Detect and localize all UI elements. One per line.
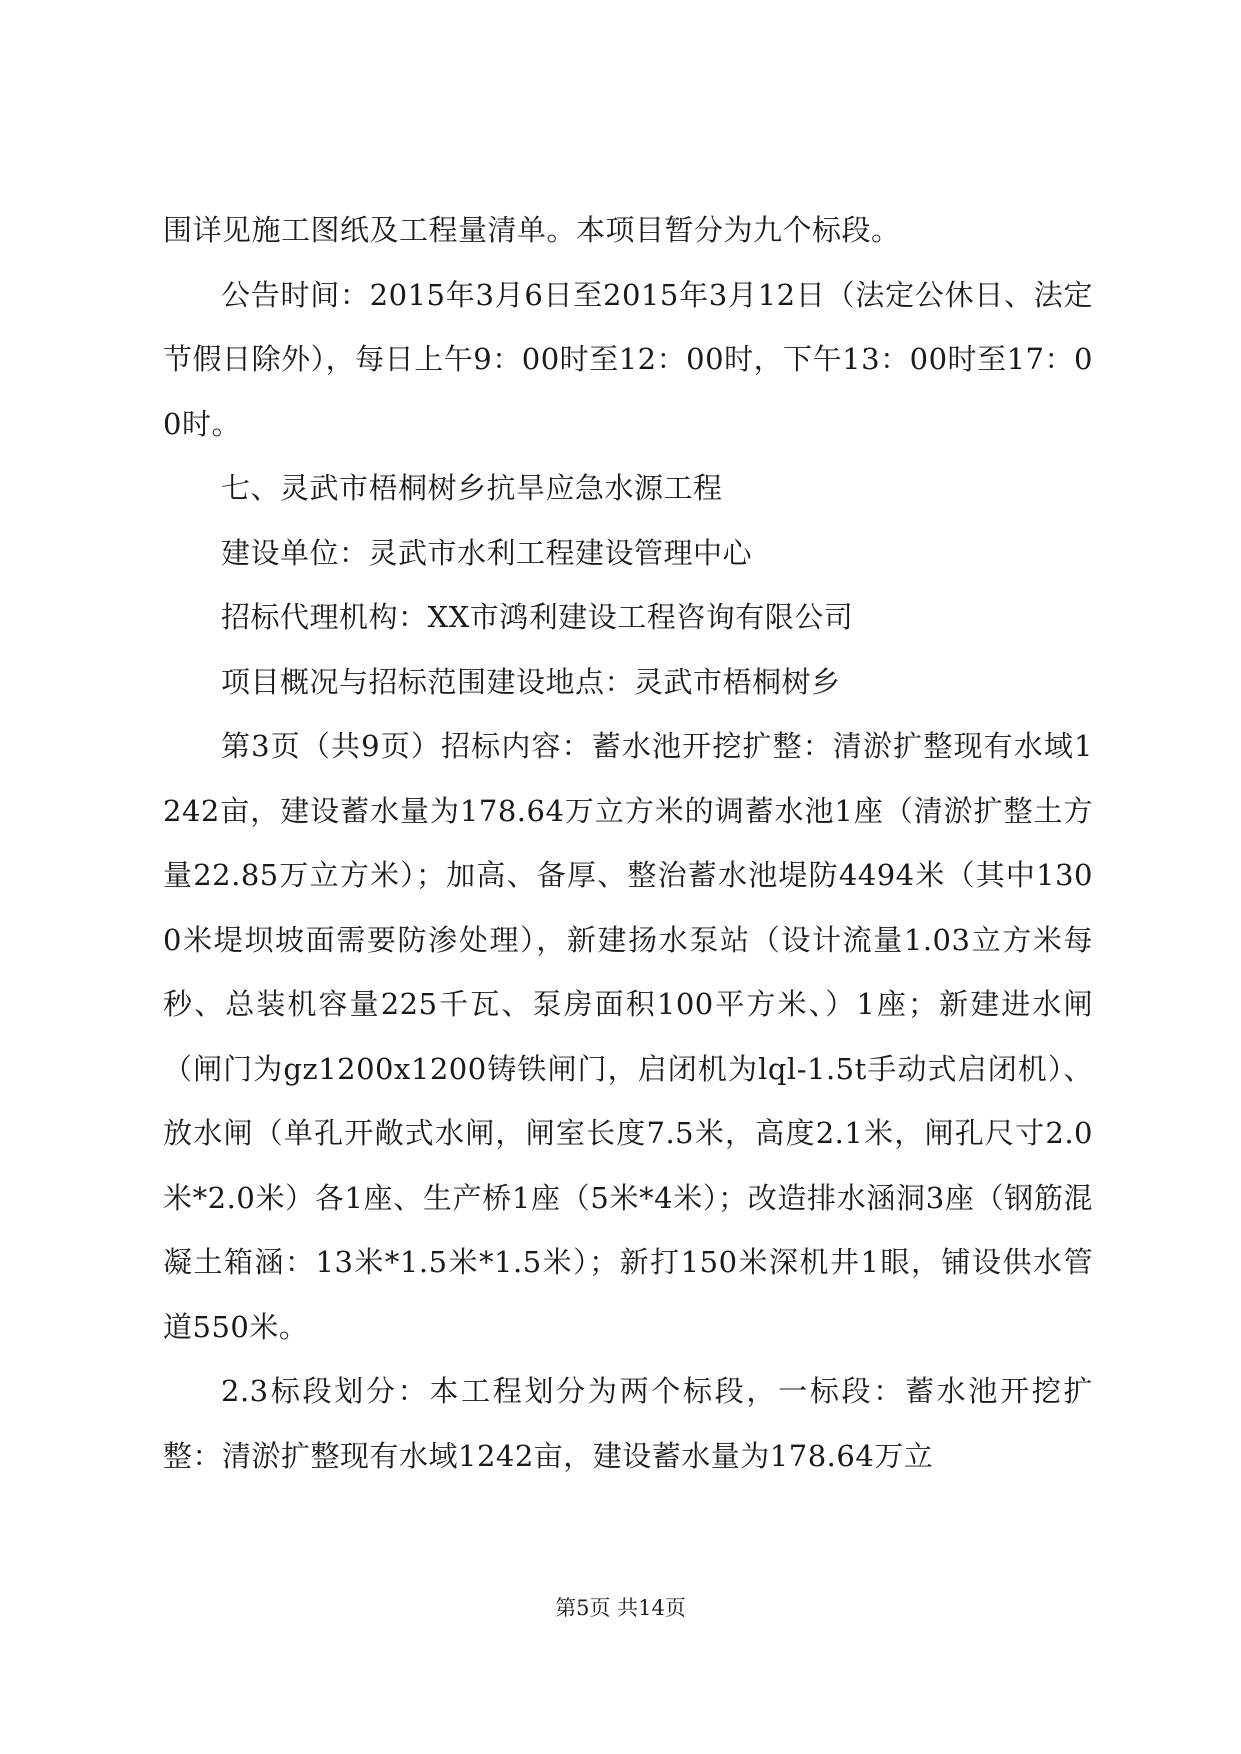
- paragraph-tender-content: 第3页（共9页）招标内容：蓄水池开挖扩整：清淤扩整现有水域1242亩，建设蓄水量为178.64万立方米的调蓄水池1座（清淤扩整土方量22.85万立方米）；加高、备厚、整治蓄水池堤防4494米（其中1300米堤坝坡面需要防渗处理），新建扬水泵站（设计流量1.03立方米每秒、总装机容量225千瓦、泵房面积100平方米、）1座；新建进水闸（闸门为gz1200x1200铸铁闸门，启闭机为lql-1.5t手动式启闭机）、放水闸（单孔开敞式水闸，闸室长度7.5米，高度2.1米，闸孔尺寸2.0米*2.0米）各1座、生产桥1座（5米*4米）；改造排水涵洞3座（钢筋混凝土箱涵：13米*1.5米*1.5米）；新打150米深机井1眼，铺设供水管道550米。: [163, 729, 1093, 1344]
- paragraph-tender-agency: 招标代理机构：XX市鸿利建设工程咨询有限公司: [221, 600, 854, 634]
- paragraph-lot-division: 2.3标段划分：本工程划分为两个标段，一标段：蓄水池开挖扩整：清淤扩整现有水域1242亩，建设蓄水量为178.64万立: [163, 1374, 1093, 1473]
- page-number-footer: 第5页 共14页: [555, 1596, 686, 1620]
- paragraph-scope-continued: 围详见施工图纸及工程量清单。本项目暂分为九个标段。: [163, 213, 901, 247]
- document-body: [163, 198, 1093, 1488]
- section-heading-project-seven: 七、灵武市梧桐树乡抗旱应急水源工程: [221, 471, 723, 505]
- paragraph-construction-unit: 建设单位：灵武市水利工程建设管理中心: [221, 535, 753, 570]
- paragraph-announcement-time: 公告时间：2015年3月6日至2015年3月12日（法定公休日、法定节假日除外），每日上午9：00时至12：00时，下午13：00时至17：00时。: [163, 277, 1093, 441]
- paragraph-project-location: 项目概况与招标范围建设地点：灵武市梧桐树乡: [221, 664, 841, 699]
